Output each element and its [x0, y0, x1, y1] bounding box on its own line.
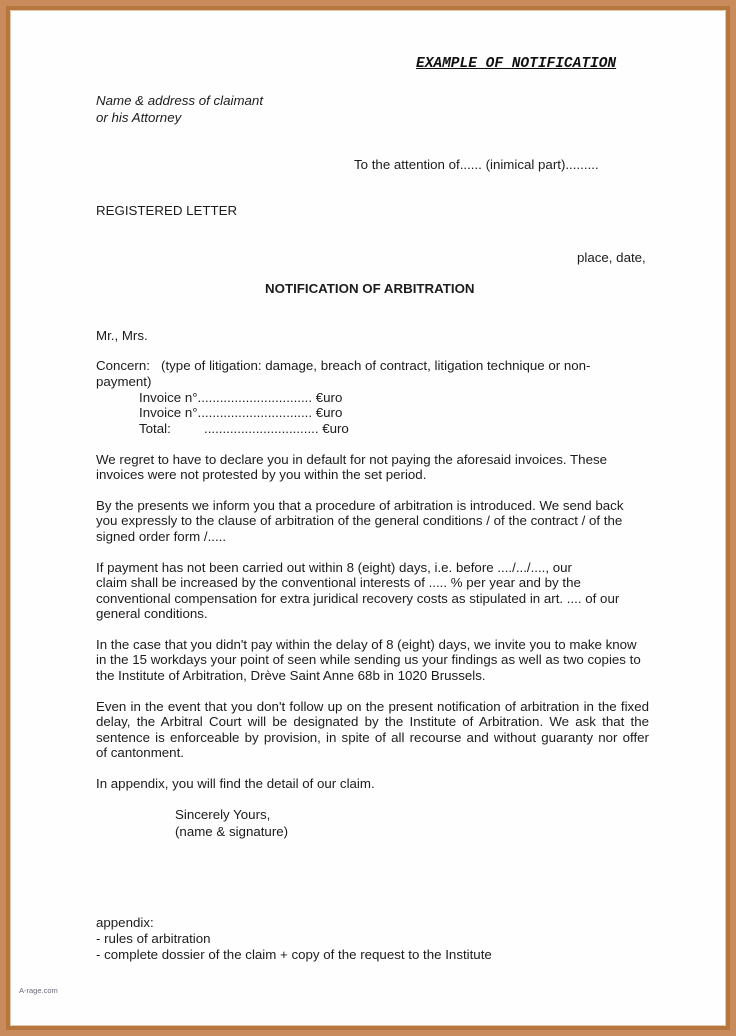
paragraph-line: If payment has not been carried out within 8 (eight) days, i.e. before ..../.../...., our	[96, 560, 572, 575]
paragraph-line: sentence is enforceable by provision, in spite of all recourse and without guaranty nor offer	[96, 729, 649, 745]
claimant-line-2: or his Attorney	[96, 110, 182, 125]
paragraph-line: the Institute of Arbitration, Drève Saint Anne 68b in 1020 Brussels.	[96, 667, 486, 683]
paragraph-line: of cantonment.	[96, 745, 184, 761]
appendix-item-dossier: - complete dossier of the claim + copy of the request to the Institute	[96, 947, 492, 962]
letter-page	[14, 14, 722, 1022]
paragraph-line: general conditions.	[96, 606, 208, 622]
example-title: EXAMPLE OF NOTIFICATION	[416, 56, 617, 72]
attention-line: To the attention of...... (inimical part).........	[354, 157, 599, 172]
salutation: Mr., Mrs.	[96, 328, 148, 343]
paragraph-line: you expressly to the clause of arbitration of the general conditions / of the contract / of the	[96, 513, 623, 529]
closing-signature: (name & signature)	[175, 824, 289, 839]
appendix-label: appendix:	[96, 915, 154, 930]
paragraph-line: Even in the event that you don't follow up on the present notification of arbitration in the fixed	[96, 699, 649, 714]
paragraph-line: claim shall be increased by the conventional interests of ..... % per year and by the	[96, 575, 581, 591]
document-frame	[6, 6, 730, 1030]
paragraph-delay	[96, 637, 649, 683]
concern-line-2: payment)	[96, 374, 152, 389]
paragraph-line: conventional compensation for extra juridical recovery costs as stipulated in art. .... of our	[96, 590, 620, 606]
paragraph-line: By the presents we inform you that a procedure of arbitration is introduced. We send back	[96, 498, 624, 513]
registered-letter: REGISTERED LETTER	[96, 203, 238, 218]
appendix-note: In appendix, you will find the detail of our claim.	[96, 776, 375, 791]
invoice-line-2: Invoice n°............................... €uro	[139, 405, 343, 420]
place-date: place, date,	[577, 250, 646, 265]
closing-sincerely: Sincerely Yours,	[175, 807, 271, 822]
paragraph-procedure	[96, 498, 649, 544]
invoice-line-1: Invoice n°............................... €uro	[139, 390, 343, 405]
paragraph-payment	[96, 560, 649, 622]
paragraph-line: signed order form /.....	[96, 528, 227, 544]
paragraph-line: invoices were not protested by you within the set period.	[96, 467, 427, 483]
paragraph-line: delay, the Arbitral Court will be designated by the Institute of Arbitration. We ask that the	[96, 714, 649, 730]
claimant-line-1: Name & address of claimant	[96, 93, 264, 108]
concern-line-1: Concern: (type of litigation: damage, breach of contract, litigation technique or non-	[96, 358, 591, 373]
paragraph-line: We regret to have to declare you in default for not paying the aforesaid invoices. These	[96, 452, 608, 467]
source-watermark: A-rage.com	[19, 986, 58, 995]
total-label: Total:	[139, 421, 171, 436]
total-value: ............................... €uro	[204, 421, 349, 436]
paragraph-arbitral-court	[96, 699, 649, 761]
paragraph-default	[96, 452, 649, 483]
appendix-item-rules: - rules of arbitration	[96, 931, 211, 946]
paragraph-line: in the 15 workdays your point of seen while sending us your findings as well as two copies to	[96, 652, 641, 668]
document-title: NOTIFICATION OF ARBITRATION	[265, 281, 475, 296]
paragraph-line: In the case that you didn't pay within the delay of 8 (eight) days, we invite you to make know	[96, 637, 637, 652]
